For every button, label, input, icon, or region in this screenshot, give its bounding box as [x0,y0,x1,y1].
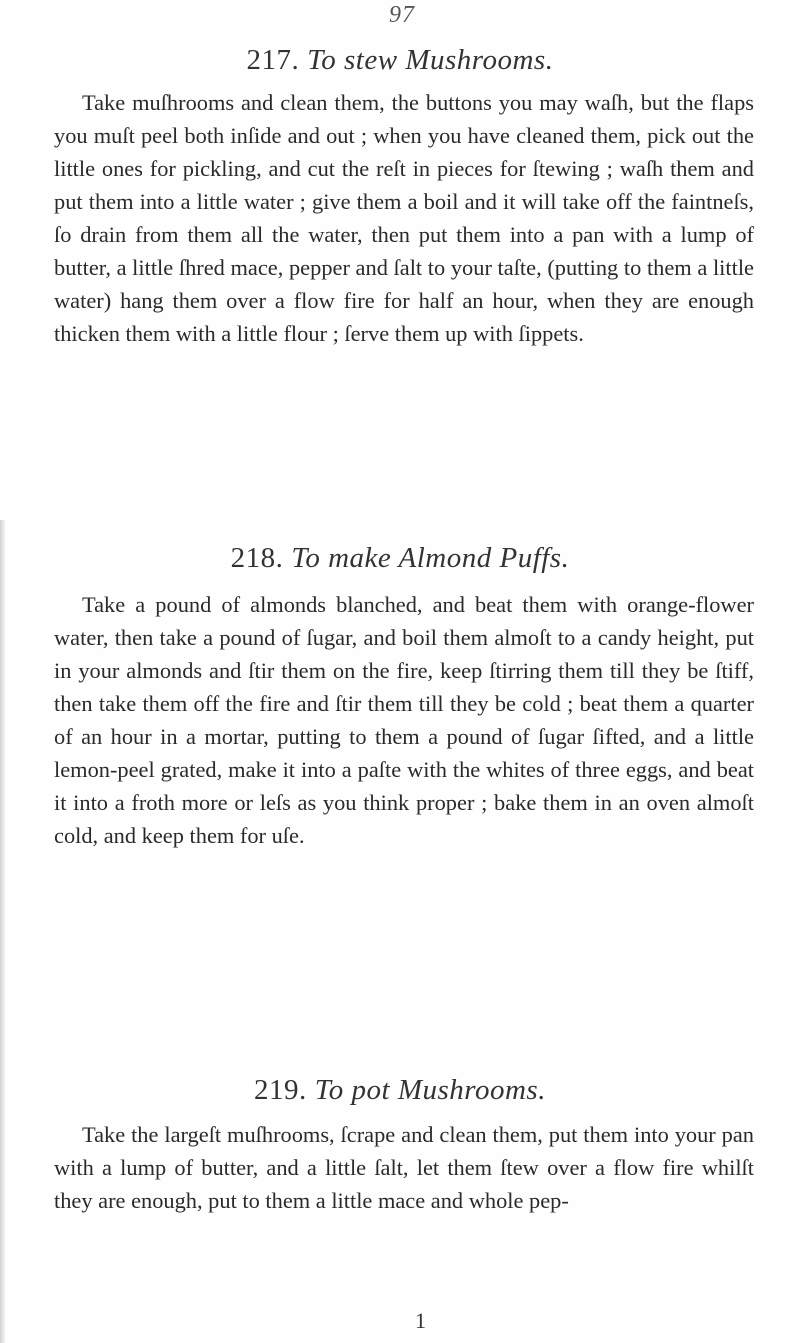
recipe-name: To pot Mushrooms. [314,1074,546,1106]
recipe-name: To stew Mushrooms. [307,44,554,76]
recipe-number: 219. [254,1074,307,1106]
recipe-text-217: Take muſhrooms and clean them, the buttons you may waſh, but the flaps you muſt peel both inſide and out ; when you have cleaned them, pick out the little ones for pickling, and cut the reſt in pieces for ſtewing ; waſh them and put them into a little water ; give them a boil and it will take off the faintneſs, ſo drain from them all the water, then put them into a pan with a lump of butter, a little ſhred mace, pepper and ſalt to your taſte, (putting to them a little water) hang them over a flow fire for half an hour, when they are enough thicken them with a little flour ; ſerve them up with ſippets. [54,90,754,346]
recipe-title-217 [0,44,800,77]
recipe-number: 217. [246,44,300,76]
recipe-title-218 [0,542,800,575]
recipe-name: To make Almond Puffs. [291,542,570,574]
page-number: 97 [389,2,415,28]
recipe-text-219: Take the largeſt muſhrooms, ſcrape and clean them, put them into your pan with a lump of butter, and a little ſalt, let them ſtew over a flow fire whilſt they are enough, put to them a little mace and whole pep- [54,1122,754,1213]
recipe-title-219 [0,1074,800,1107]
recipe-text-218: Take a pound of almonds blanched, and beat them with orange-flower water, then take a pound of ſugar, and boil them almoſt to a candy height, put in your almonds and ſtir them on the fire, keep ſtirring them till they be ſtiff, then take them off the fire and ſtir them till they be cold ; beat them a quarter of an hour in a mortar, putting to them a pound of ſugar ſifted, and a little lemon-peel grated, make it into a paſte with the whites of three eggs, and beat it into a froth more or leſs as you think proper ; bake them in an oven almoſt cold, and keep them for uſe. [54,592,754,848]
recipe-number: 218. [230,542,284,574]
catchword: 1 [415,1308,426,1333]
page-edge-shadow [0,520,6,1343]
